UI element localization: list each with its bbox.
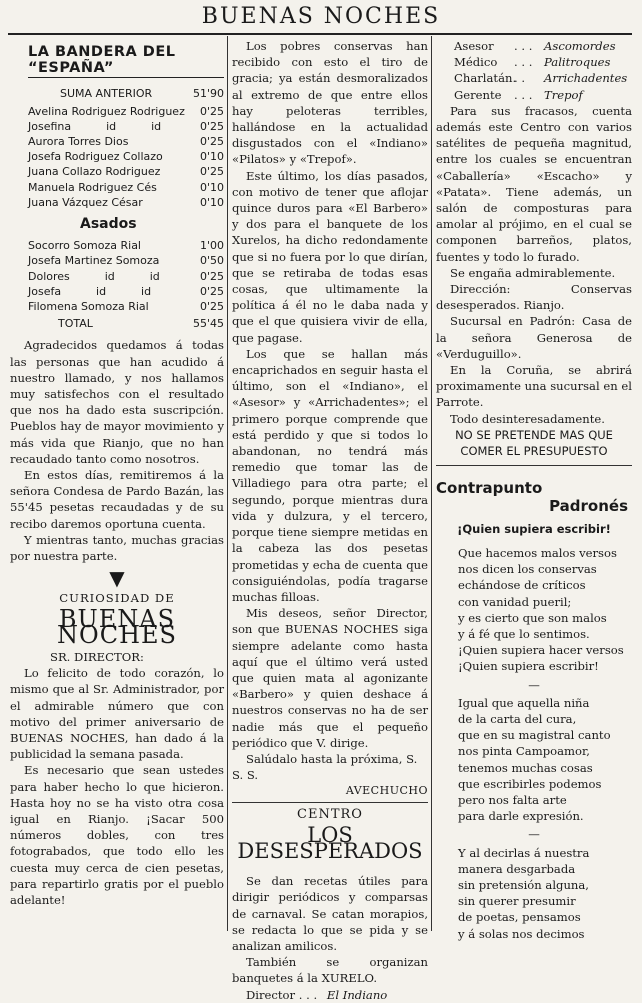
verse-line: echándose de críticos (458, 578, 586, 593)
verse-line: Igual que aquella niña (458, 695, 590, 710)
staff-dots: . . . (514, 55, 533, 70)
desesperados-title: LOS DESESPERADOS (237, 822, 423, 863)
verse-line: de poetas, pensamos (458, 910, 581, 925)
verse-line: que en su magistral canto (458, 728, 611, 743)
donor-amount: 0'25 (199, 269, 224, 283)
verse-stanza-1 (436, 545, 632, 675)
donor-name: Socorro Somoza Rial (28, 239, 141, 253)
director-name: El Indiano (326, 987, 388, 1002)
verse-line: ¡Quien supiera escribir! (458, 659, 599, 674)
paragraph: Se dan recetas útiles para dirigir periódicos y comparsas de carnaval. Se catan morapios, se redacta lo que se pida y se analizan amilicos. (232, 874, 428, 953)
donor-amount: 1'00 (199, 239, 224, 253)
staff-name: Arrichadentes (544, 71, 628, 86)
donor-row (10, 284, 224, 299)
donor-amount: 0'50 (199, 254, 224, 268)
paragraph: Es necesario que sean ustedes para haber hecho lo que hicieron. Hasta hoy no se ha visto otra cosa igual en Rianjo. ¡Sacar 500 números dobles, con tres fotograbados, que todo ello les cuesta muy cerca de cien pesetas, para repartirlo gratis por el pueblo adelante! (10, 763, 224, 907)
ornament-chevron-icon: ▼ (109, 566, 125, 591)
presupuesto-line: NO SE PRETENDE MAS QUE COMER EL PRESUPUESTO (455, 427, 613, 459)
donor-list-2 (10, 238, 224, 314)
donor-row (10, 238, 224, 253)
staff-name: Ascomordes (544, 39, 616, 53)
verse-line: nos dicen los conservas (458, 562, 597, 577)
director-label: Director . . . (246, 987, 318, 1002)
verse-line: Que hacemos malos versos (458, 545, 617, 560)
paragraph: Mis deseos, señor Director, son que BUENAS NOCHES siga siempre adelante como hasta aquí que el último verá usted que quien mata al agonizante «Barbero» y quien deshace á nuestros conservas no ha de ser nadie más que el pequeño periódico que V. dirige. (232, 606, 428, 750)
verse-stanza-3 (436, 845, 632, 942)
donor-row (10, 299, 224, 314)
staff-row (436, 38, 632, 54)
verse-line: y es cierto que son malos (458, 610, 607, 625)
donor-row (10, 164, 224, 179)
director-line (232, 987, 428, 1003)
paragraph: Sucursal en Padrón: Casa de la señora Generosa de «Verduguillo». (436, 314, 632, 361)
donor-amount: 0'25 (199, 300, 224, 314)
paragraph: En la Coruña, se abrirá proximamente una sucursal en el Parrote. (436, 363, 632, 410)
divider (232, 802, 428, 803)
suma-value: 51'90 (192, 87, 224, 101)
donor-name: Filomena Somoza Rial (28, 300, 149, 314)
stanza-separator: — (528, 677, 540, 692)
donor-amount: 0'25 (199, 135, 224, 149)
donor-name: Aurora Torres Dios (28, 135, 129, 149)
paragraph: Dirección: Conservas desesperados. Rianjo. (436, 282, 632, 313)
paragraph: Este último, los días pasados, con motivo de tener que aflojar quince duros para «El Barbero» y dos para el banquete de los Xurelos, ha dicho redondamente que si no fuera por lo que dirían, que se retiraba de todas esas cosas, que ultimamente la política á él no le daba nada y que el que quisiera vivir de ella, que pagase. (232, 168, 428, 345)
verse-line: tenemos muchas cosas (458, 760, 593, 775)
paragraph: Se engaña admirablemente. (450, 265, 616, 280)
donor-row (10, 104, 224, 119)
verse-line: sin querer presumir (458, 894, 576, 909)
donor-row (10, 195, 224, 210)
verse-line: ¡Quien supiera hacer versos (458, 643, 624, 658)
donor-amount: 0'25 (199, 284, 224, 298)
verse-line: que escribirles podemos (458, 776, 602, 791)
staff-row (436, 54, 632, 70)
donor-name: Josefa id id (28, 284, 152, 298)
paragraph: Para sus fracasos, cuenta además este Centro con varios satélites de pequeña magnitud, entre los cuales se encuentran «Caballería» «Escacho» y «Patata». Tiene además, un salón de composturas para amolar al prójimo, en el cual se componen barreños, platos, fuentes y todo lo furado. (436, 103, 632, 264)
column-divider (227, 36, 228, 931)
donor-name: Manuela Rodriguez Cés (28, 180, 157, 194)
staff-row (436, 70, 632, 86)
donor-name: Juana Collazo Rodriguez (28, 165, 161, 179)
verse-line: pero nos falta arte (458, 792, 567, 807)
verse-line: sin pretensión alguna, (458, 877, 589, 892)
divider (436, 465, 632, 466)
total-label: TOTAL (58, 317, 93, 331)
curiosidad-title: CURIOSIDAD DE (59, 591, 175, 606)
paragraph: Los pobres conservas han recibido con esto el tiro de gracia; ya están desmoralizados al extremo de que entre ellos hay peloteras terribles, hallándose en la actualidad disgustados con el «Indiano» «Pilatos» y «Trepof». (232, 39, 428, 167)
page-header: BUENAS NOCHES (201, 4, 441, 29)
centro-title: CENTRO (297, 806, 363, 822)
staff-row (436, 87, 632, 103)
verse-stanza-2 (436, 695, 632, 825)
verse-line: y á solas nos decimos (458, 926, 585, 941)
staff-role: Asesor (454, 39, 494, 53)
suma-label: SUMA ANTERIOR (60, 87, 153, 101)
total-row (58, 316, 224, 331)
donor-row (10, 134, 224, 149)
buenas-noches-title: BUENAS NOCHES (57, 604, 177, 649)
paragraph: Y mientras tanto, muchas gracias por nuestra parte. (10, 532, 224, 564)
donor-name: Josefa Rodriguez Collazo (28, 150, 163, 164)
donor-amount: 0'25 (199, 119, 224, 133)
signature: AVECHUCHO (345, 784, 428, 798)
verse-line: de la carta del cura, (458, 711, 577, 726)
sr-director: SR. DIRECTOR: (50, 649, 144, 664)
verse-line: manera desgarbada (458, 861, 576, 876)
padrones-title: Padronés (549, 497, 628, 516)
paragraph: Lo felicito de todo corazón, lo mismo que al Sr. Administrador, por el admirable número que con motivo del primer aniversario de BUENAS NOCHES, han dado á la publicidad la semana pasada. (10, 666, 224, 762)
verse-line: nos pinta Campoamor, (458, 744, 590, 759)
suma-anterior-row (60, 86, 224, 101)
paragraph: En estos días, remitiremos á la señora Condesa de Pardo Bazán, las 55'45 pesetas recaudadas y de su recibo daremos oportuna cuenta. (10, 468, 224, 531)
staff-list (436, 38, 632, 103)
paragraph: Los que se hallan más encaprichados en seguir hasta el último, son el «Indiano», el «Asesor» y «Arrichadentes»; el primero porque comprende que está perdido y que si todos lo abandonan, no tendrá más remedio que tomar las de Villadiego para otra parte; el segundo, porque mientras dura vida y dulzura, y el tercero, porque tiene siempre metidas en la cabeza las dos pesetas prometidas y echa de cuenta que consiguiéndolas, podía tragarse muchas filloas. (232, 346, 428, 604)
verse-line: Y al decirlas á nuestra (458, 845, 590, 860)
donor-amount: 0'25 (199, 165, 224, 179)
asados-title: Asados (80, 216, 137, 233)
donor-name: Avelina Rodriguez Rodriguez (28, 104, 185, 118)
donor-name: Juana Vázquez César (28, 195, 143, 209)
column-2 (232, 38, 428, 1003)
verse-line: para darle expresión. (458, 809, 584, 824)
verse-line: con vanidad pueril; (458, 594, 572, 609)
total-value: 55'45 (192, 317, 224, 331)
donor-name: Josefina id id (28, 119, 162, 133)
quien-supiera-title: ¡Quien supiera escribir! (457, 521, 611, 536)
donor-row (10, 119, 224, 134)
donor-amount: 0'10 (199, 150, 224, 164)
donor-amount: 0'10 (199, 180, 224, 194)
column-1 (10, 38, 224, 908)
donor-row (10, 149, 224, 164)
donor-amount: 0'25 (199, 104, 224, 118)
staff-role: Gerente (454, 87, 502, 102)
stanza-separator: — (528, 827, 540, 842)
contrapunto-title: Contrapunto (436, 479, 543, 498)
staff-dots: . . . (514, 87, 533, 102)
staff-dots: . . (514, 71, 526, 86)
column-3 (436, 38, 632, 942)
donor-name: Josefa Martinez Somoza (28, 254, 160, 268)
staff-role: Charlatán. (454, 71, 517, 86)
verse-line: y á fé que lo sentimos. (458, 626, 590, 641)
staff-name: Trepof (544, 87, 583, 102)
staff-name: Palitroques (544, 55, 611, 70)
closing: Salúdalo hasta la próxima, S. S. S. (232, 751, 418, 783)
donor-row (10, 253, 224, 268)
donor-row (10, 180, 224, 195)
paragraph: Todo desinteresadamente. (450, 411, 605, 426)
paragraph: Agradecidos quedamos á todas las personas que han acudido á nuestro llamado, y nos hallamos muy satisfechos con el resultado que nos ha dado esta suscripción. Pueblos hay de mayor movimiento y más vida que Rianjo, que no han recaudado tanto como nosotros. (10, 338, 224, 466)
donor-name: Dolores id id (28, 269, 160, 283)
staff-dots: . . . (514, 39, 533, 53)
donor-list-1 (10, 104, 224, 210)
header-rule (8, 33, 632, 35)
column-divider (431, 36, 432, 931)
staff-role: Médico (454, 55, 498, 70)
paragraph: También se organizan banquetes á la XURELO. (232, 955, 428, 986)
bandera-title: LA BANDERA DEL “ESPAÑA” (28, 44, 224, 78)
donor-amount: 0'10 (199, 195, 224, 209)
donor-row (10, 269, 224, 284)
